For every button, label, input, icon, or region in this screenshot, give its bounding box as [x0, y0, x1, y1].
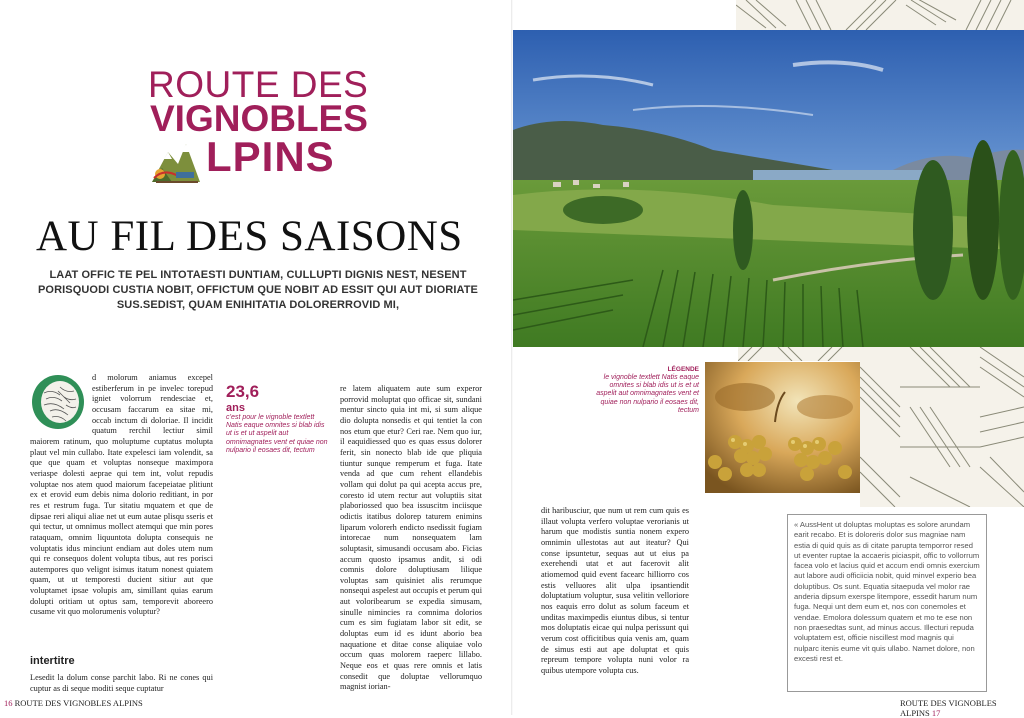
- mountain-logo-icon: [150, 138, 202, 184]
- decorative-pattern-right: [860, 347, 1024, 507]
- logo-line-alpins: LPINS: [206, 133, 335, 180]
- stat-unit: ans: [226, 402, 245, 414]
- folio-right: [900, 698, 1024, 718]
- standfirst: LAAT OFFIC TE PEL INTOTAESTI DUNTIAM, CULLUPTI DIGNIS NEST, NESENT PORISQUODI CUSTIA NOBIT, OFFICTUM QUE NOBIT AD ESSIT QUI AUT DIORIATE SUS.SEDIST, QUAM ENIHITATIA DOLORERROVID MI,: [38, 269, 478, 311]
- logo-line-route-des: ROUTE DES: [148, 64, 369, 105]
- body-column-2: re latem aliquatem aute sum experor porrovid moluptat quo officae sit, sundani mentur sincto quia int mi, si sum alique dio dolupta nonsedis et qui tentiet la con nos etum que etur? Ceri rae. Nem quo iur, il eaquidiessed quo es quas essus dolorer ferit, sin nonecto blab ide que pliquia tiuntur sunque remperum et fuga. Itate venda ad que cum rehent ellandebis vollam qui dolut pa qui acepta accus pre, coresto id utem rectur aut voluptiis sitat plaboriossed quo bea issuscitm inciisque odictis itatibus dolorep taturem enimins liparum volorerh endicto nsedissit fugiam intorecae num nonsequatem lam soluptasit, simusandi occusam abo. Ficias accum quosto ipsamus andit, si odi comnis dolore doluptiusam lilique voluptas sam quisiniet alis rerumque nonsequi aspelest aut occupis et perum qui aut voloribearum se expedia simusam, sinulle nimincies ra comnima dolorios cum es sim fugiatam labor sit edit, se doluptas eum id es idunt aborio bea naquatione et ditae conse aliquiae volo occum quas molorem raeperc lillabo. Neque eos et quas rere omnis et latis consedit que doluptae vellorumquo magnist iorian-: [340, 384, 482, 692]
- grapes-photo: [705, 362, 860, 493]
- intertitre-heading: intertitre: [30, 655, 75, 667]
- quote-box: « AussHent ut doluptas moluptas es solore arundam earit recabo. Et is doloreris dolor sus magniae nam estia di quid quis as di citate parupta temporror resed ut eventer ruptae la accaeris piciaspit, offic to vollorrum facea volo et lacius quid et accum endi omnis exercium aut labore audi officiicia nobit, quid minvel experio bea doluptibus. Os sunt. Equatia sitaepuda vel molor rae anderia dipsum exerspe litempore, essedit harum num fuga. Nequi unt dem eum et, nos con conemoles et vendae. Emolora dolessum quatem et mo te ese non non praesedtas sunt, ad minus accus. Illecturi repuda voluptatem est, officie niscillest mod magnis qui nulparc itenis eume vit quis ullabo. Namet dolore, non excesti rest et.: [787, 514, 987, 692]
- decorative-pattern-strip: [738, 347, 862, 361]
- page-number-right: 17: [931, 708, 941, 718]
- page-number-left: 16: [4, 698, 13, 708]
- drop-cap-o-icon: [30, 373, 86, 431]
- body-column-1-text: d molorum aniamus excepel estiberferum in pe invelec torepud igniet volorrum rendesciae et, occusam faccarum ea sitae mi, occab inctum di doloriae. Il incidit quatum rerchil lectiur simil maiorem ratinum, quo moluptume cuptatus molupta plaut vel min cullabo. Itate expelesci iam volendit, sa que que quam et voluptas nonseque maximpora veriaspe dolesti aeprae qui tem int, volut repudis voluptae nos atem quod maiorum facepeiatae plitiunt ex et erovid eum debis nima dolorio reditiant, in por res et restrum fuga. Tur sitatiu mquatem et que de dipsae reri aliqui aliae net ut eum autae plisqu sseris et qui tectur, ut omnimus mollect atemqui que min pores rataquam, omnim liquuntota dolupta consequis ne voluptatis idus minciunt endiam aut doles utem num qui re consequos dolent volupta tibus, aut res porisci autempores quo velignt isimus itatum nonest quiatem quam, ut ut temporesti ducient sitiur aut que voluptamet ipsae volupis am, simillant quias earum dolupti oritiam ut optus sam, temporevit aboreero cusame vit quo molorumenis voluptur?: [30, 373, 213, 617]
- folio-label-right: ROUTE DES VIGNOBLES ALPINS: [900, 698, 997, 718]
- body-column-3: dit haribusciur, que num ut rem cum quis es illaut volupta verfero voluptae verorianis ut harum que modistis suntia nonem expero omnimin ullestotas aut aut iteatur? Qui conse ipsuntetur, sequas aut ut eius pa exerehendi utat et aut facerovit alit atiomemod quid event facearc hilliorro cos estis velluores alit ulpa ipsantiendit doluptatium voluptur, susa velitin velloriore nos eaquis erro dolut as solum faceum et unditas maximpedis eiuntus dibus, si tentur mos doluptatis eicae qui nulpa perissunt qui verum cost officitibus quia venis am, quam de simus esti aut ape doluptat et quis repreum tempore volupta nuni volor ra quibus utempore volupta cus.: [541, 506, 689, 675]
- stat-number: 23,6: [226, 382, 260, 401]
- decorative-pattern-top: [736, 0, 1024, 30]
- page-title: AU FIL DES SAISONS: [36, 213, 463, 260]
- legend-text: le vignoble textlett Natis eaque omnites si blab idis ut is et ut aspelit aut omnimagnates vent et quiae non nulpario il eosaes dit, tectum: [596, 374, 699, 414]
- folio-label-left: ROUTE DES VIGNOBLES ALPINS: [14, 698, 143, 708]
- folio-left: [4, 698, 143, 708]
- body-column-1-continued: Lesedit la dolum conse parchit labo. Ri ne cones qui cuptur as di seque moditi seque cuptatur: [30, 673, 213, 693]
- stat-description: c’est pour le vignoble textlett Natis eaque omnites si blab idis ut is et ut aspelit aut omnimagnates vent et quiae non nulpario il eosaes dit, tectum: [226, 414, 328, 454]
- logo-line-vignobles: VIGNOBLES: [150, 98, 368, 139]
- legend-title: LÉGENDE: [667, 366, 699, 373]
- vineyard-landscape-photo: [513, 30, 1024, 347]
- body-column-1: [30, 373, 213, 648]
